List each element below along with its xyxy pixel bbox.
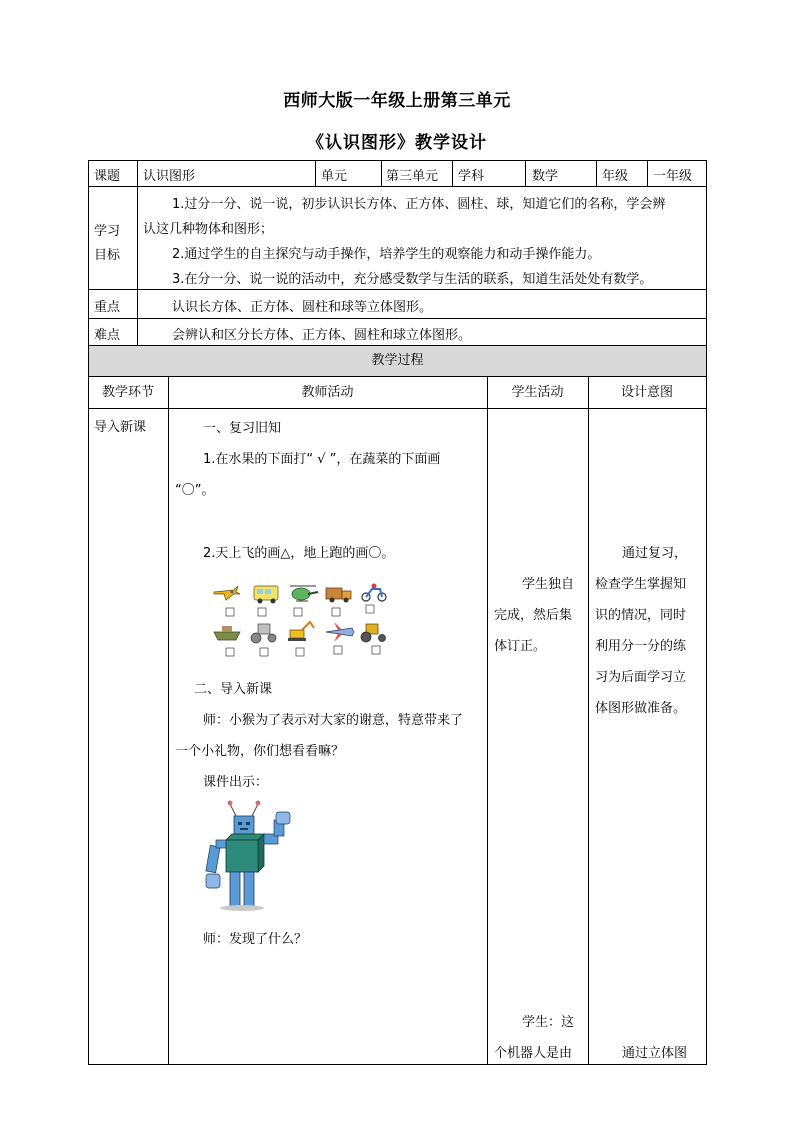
question-1-line-1: 1.在水果的下面打“ √ ”，在蔬菜的下面画	[203, 452, 441, 467]
courseware-label: 课件出示：	[203, 775, 269, 790]
question-1-line-2: “〇”。	[175, 483, 215, 498]
teacher-talk-line-1: 师：小猴为了表示对大家的谢意，特意带来了	[203, 713, 464, 728]
plane-icon	[214, 586, 240, 600]
label-grade: 年级	[602, 169, 629, 184]
review-heading: 一、复习旧知	[203, 421, 282, 436]
bus-icon	[254, 586, 278, 604]
col-teacher: 教师活动	[301, 385, 354, 400]
teacher-question: 师：发现了什么？	[203, 932, 308, 947]
table-line	[525, 160, 526, 186]
student-activity-a-line-1: 学生独自	[522, 577, 575, 592]
table-line	[88, 408, 707, 409]
table-line	[137, 160, 138, 345]
table-line	[168, 376, 169, 1065]
topic-value: 认识图形	[143, 169, 196, 184]
document-title: 西师大版一年级上册第三单元	[283, 91, 511, 111]
difficult-point-text: 会辨认和区分长方体、正方体、圆柱和球立体图形。	[172, 328, 472, 343]
subject-value: 数学	[532, 169, 559, 184]
intent-a-line-3: 识的情况，同时	[595, 608, 687, 623]
document-subtitle: 《认识图形》教学设计	[307, 133, 487, 153]
table-line	[88, 1064, 707, 1065]
table-line	[452, 160, 453, 186]
table-line	[315, 160, 316, 186]
unit-value: 第三单元	[386, 169, 439, 184]
table-line	[88, 345, 707, 346]
table-line	[88, 186, 707, 187]
question-2: 2.天上飞的画△，地上跑的画〇。	[203, 546, 395, 561]
table-line	[588, 376, 589, 1065]
table-line	[88, 289, 707, 290]
student-activity-a-line-2: 完成，然后集	[494, 608, 573, 623]
student-activity-a-line-3: 体订正。	[494, 639, 547, 654]
helicopter-icon	[290, 586, 318, 601]
student-activity-b-line-2: 个机器人是由	[494, 1046, 573, 1061]
table-line	[88, 160, 707, 161]
vehicles-picture	[208, 578, 398, 662]
label-goals-2: 目标	[94, 248, 121, 263]
label-difficult-point: 难点	[94, 328, 121, 343]
robot-picture	[200, 798, 296, 912]
intent-a-line-5: 习为后面学习立	[595, 670, 687, 685]
process-header: 教学过程	[371, 353, 424, 368]
key-point-text: 认识长方体、正方体、圆柱和球等立体图形。	[172, 300, 433, 315]
table-line	[647, 160, 648, 186]
table-line	[596, 160, 597, 186]
intro-heading: 二、导入新课	[194, 682, 273, 697]
table-line	[381, 160, 382, 186]
intent-a-line-2: 检查学生掌握知	[595, 577, 687, 592]
intent-a-line-1: 通过复习，	[622, 546, 688, 561]
tractor-icon	[361, 624, 386, 642]
col-intent: 设计意图	[620, 385, 673, 400]
col-stage: 教学环节	[101, 385, 154, 400]
jet-icon	[326, 622, 354, 642]
stage-label: 导入新课	[94, 420, 147, 435]
teacher-talk-line-2: 一个小礼物，你们想看看嘛？	[175, 744, 345, 759]
student-activity-b-line-1: 学生：这	[522, 1015, 575, 1030]
goal-3: 3.在分一分、说一说的活动中，充分感受数学与生活的联系，知道生活处处有数学。	[172, 272, 653, 287]
grade-value: 一年级	[653, 169, 693, 184]
label-unit: 单元	[321, 169, 348, 184]
table-line	[88, 318, 707, 319]
table-line	[88, 376, 707, 377]
goal-1-line-2: 认这几种物体和图形；	[143, 222, 274, 237]
boat-icon	[214, 626, 240, 640]
excavator-icon	[288, 622, 314, 641]
label-subject: 学科	[458, 169, 485, 184]
label-topic: 课题	[94, 169, 121, 184]
table-line	[487, 376, 488, 1065]
goal-2: 2.通过学生的自主探究与动手操作，培养学生的观察能力和动手操作能力。	[172, 247, 601, 262]
table-line	[88, 160, 89, 1065]
label-goals-1: 学习	[94, 224, 121, 239]
truck-icon	[326, 588, 351, 603]
table-line	[706, 160, 707, 1065]
motorbike-icon	[362, 584, 386, 602]
goal-1-line-1: 1.过分一分、说一说，初步认识长方体、正方体、圆柱、球，知道它们的名称，学会辨	[172, 197, 666, 212]
roller-icon	[251, 624, 276, 643]
col-student: 学生活动	[511, 385, 564, 400]
intent-a-line-4: 利用分一分的练	[595, 639, 687, 654]
intent-a-line-6: 体图形做准备。	[595, 701, 687, 716]
label-key-point: 重点	[94, 300, 121, 315]
intent-b-line-1: 通过立体图	[622, 1046, 688, 1061]
